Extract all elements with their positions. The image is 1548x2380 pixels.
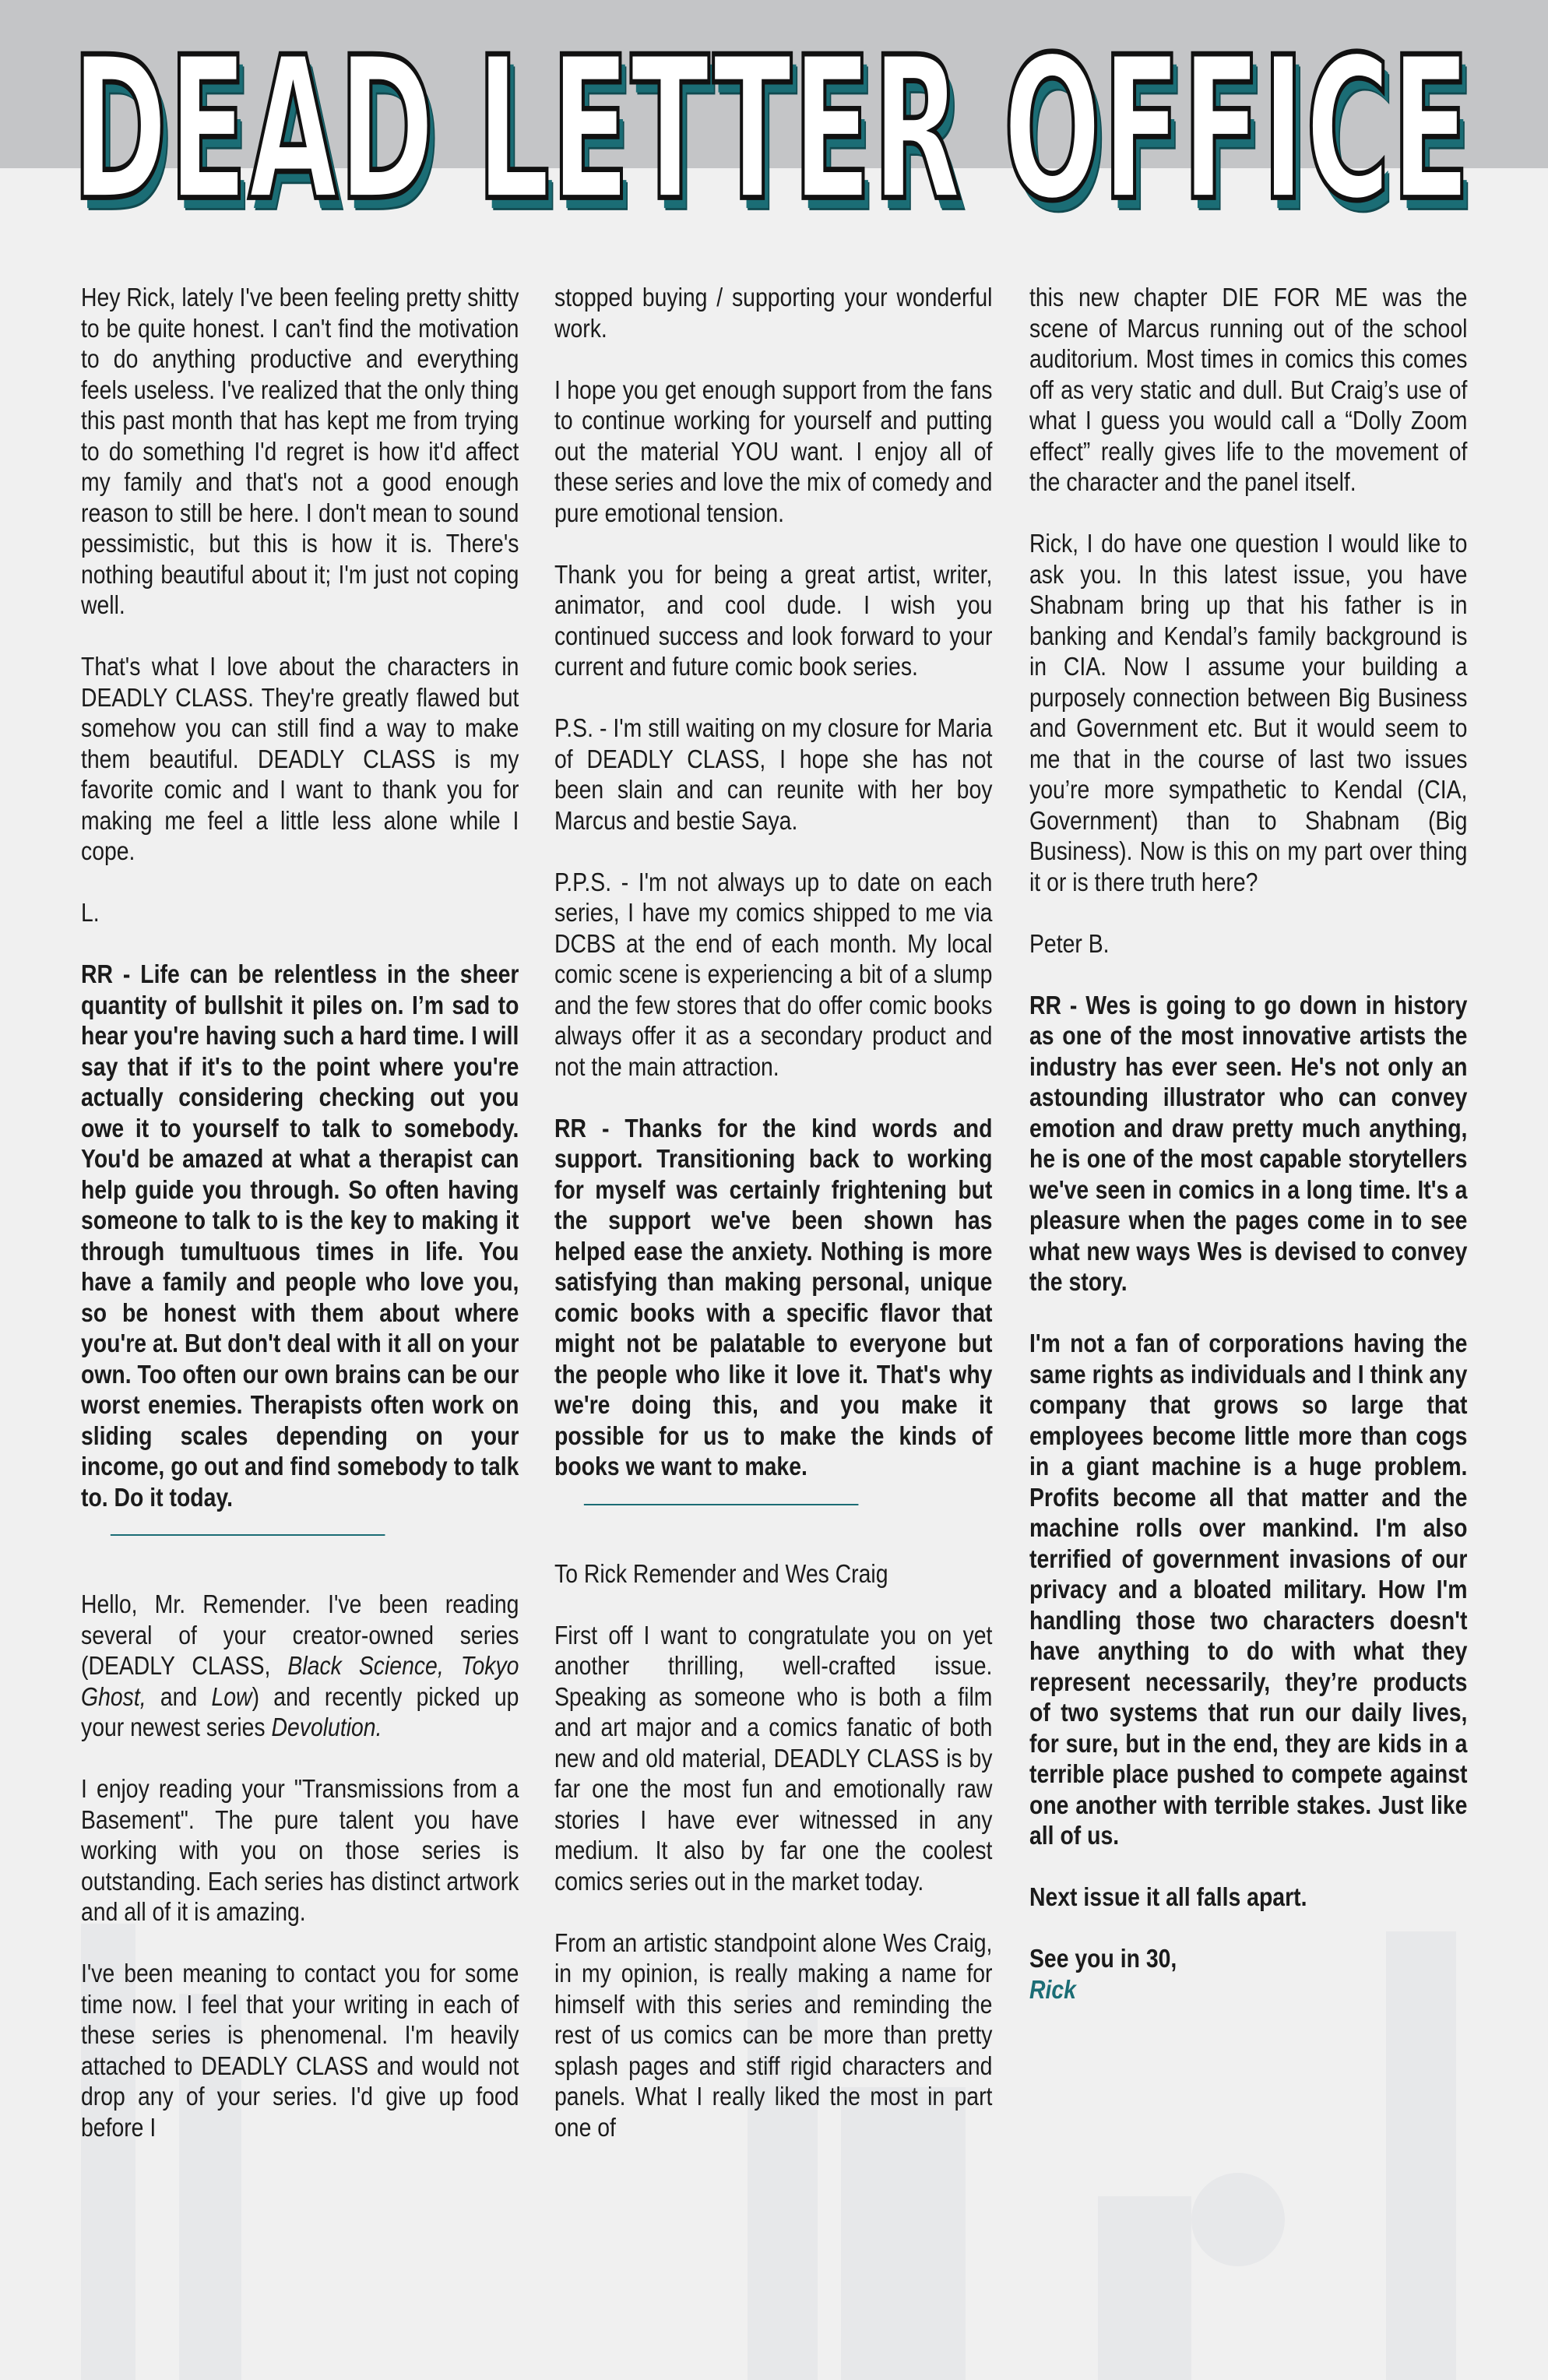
reply-paragraph: RR - Thanks for the kind words and support. Transitioning back to working for myself was certainly frightening but the support we've been shown has helped ease the anxiety. Nothing is more satisfying than making personal, unique comic books with a specific flavor that might not be palatable to everyone but the people who like it love it. That's why we're doing this, and you make it possible for us to make the kinds of books we want to make. bbox=[554, 1113, 993, 1480]
closing-line: Next issue it all falls apart. bbox=[1029, 1882, 1307, 1911]
signature-rick: Rick bbox=[1029, 1974, 1076, 2004]
letter-signature: L. bbox=[81, 898, 100, 927]
letter-paragraph: That's what I love about the characters in DEADLY CLASS. They're greatly flawed but somehow you can still find a way to make them beautiful. DEADLY CLASS is my favorite comic and I want to thank you for making me feel a little less alone while I cope. bbox=[81, 652, 519, 865]
letter-paragraph: Hello, Mr. Remender. I've been reading several of your creator-owned series (DEADLY CLASS, Black Science, Tokyo Ghost, and Low) and recently picked up your newest series Devolution. bbox=[81, 1590, 519, 1741]
letter-paragraph: Rick, I do have one question I would like to ask you. In this latest issue, you have Shabnam bring up that his father is in banking and Kendal’s family background is in CIA. Now I assume your building a purposely connection between Big Business and Government etc. But it would seem to me that in the course of last two issues you’re more sympathetic to Kendal (CIA, Government) than to Shabnam (Big Business). Now is this on my part over thing it or is there truth here? bbox=[1029, 529, 1468, 896]
letter-paragraph: I've been meaning to contact you for some time now. I feel that your writing in each of these series is phenomenal. I'm heavily attached to DEADLY CLASS and would not drop any of your series. I'd give up food before I bbox=[81, 1959, 519, 2142]
letter-postscript: P.P.S. - I'm not always up to date on each series, I have my comics shipped to me via DCBS at the end of each month. My local comic scene is experiencing a bit of a slump and the few stores that do offer comic books always offer it as a secondary product and not the main attraction. bbox=[554, 867, 993, 1081]
letter-paragraph: First off I want to congratulate you on yet another thrilling, well-crafted issue. Speaking as someone who is both a film and art major and a comics fanatic of both new and old material, DEADLY CLASS is by far one the most fun and emotionally raw stories I have ever witnessed in any medium. It also by far one the coolest comics series out in the market today. bbox=[554, 1620, 993, 1896]
letter-postscript: P.S. - I'm still waiting on my closure for Maria of DEADLY CLASS, I hope she has not been slain and can reunite with her boy Marcus and bestie Saya. bbox=[554, 713, 993, 835]
sign-off bbox=[1029, 1943, 1467, 2005]
column-2 bbox=[554, 282, 992, 2142]
letter-paragraph: I enjoy reading your "Transmissions from a Basement". The pure talent you have working with you on those series is outstanding. Each series has distinct artwork and all of it is amazing. bbox=[81, 1774, 519, 1926]
column-3 bbox=[1029, 282, 1467, 2005]
letter-paragraph: Hey Rick, lately I've been feeling pretty shitty to be quite honest. I can't find the motivation to do anything productive and everything feels useless. I've realized that the only thing this past month that has kept me from trying to do something I'd regret is how it'd affect my family and that's not a good enough reason to still be here. I don't mean to sound pessimistic, but this is how it is. There's nothing beautiful about it; I'm just not coping well. bbox=[81, 283, 519, 619]
column-1 bbox=[81, 282, 519, 2142]
letter-paragraph: stopped buying / supporting your wonderful work. bbox=[554, 283, 993, 343]
letter-signature: Peter B. bbox=[1029, 928, 1110, 958]
section-divider bbox=[111, 1534, 385, 1536]
letter-paragraph: From an artistic standpoint alone Wes Craig, in my opinion, is really making a name for himself with this series and reminding the rest of us comics can be more than pretty splash pages and stiff rigid characters and panels. What I really liked the most in part one of bbox=[554, 1928, 993, 2142]
letter-paragraph: Thank you for being a great artist, writer, animator, and cool dude. I wish you continued success and look forward to your current and future comic book series. bbox=[554, 559, 993, 681]
background-shape bbox=[1098, 2196, 1191, 2380]
letter-greeting: To Rick Remender and Wes Craig bbox=[554, 1558, 888, 1588]
sign-off-text: See you in 30, bbox=[1029, 1944, 1177, 1973]
letter-paragraph: I hope you get enough support from the fans to continue working for yourself and putting out the material YOU want. I enjoy all of these series and love the mix of comedy and pure emotional tension. bbox=[554, 375, 993, 527]
reply-paragraph: RR - Wes is going to go down in history as one of the most innovative artists the industry has ever seen. He's not only an astounding illustrator who can convey emotion and draw pretty much anything, he is one of the most capable storytellers we've seen in comics in a long time. It's a pleasure when the pages come in to see what new ways Wes is devised to convey the story. bbox=[1029, 990, 1468, 1296]
reply-paragraph: RR - Life can be relentless in the sheer quantity of bullshit it piles on. I’m sad to hear you're having such a hard time. I will say that if it's to the point where you're actually considering checking out you owe it to yourself to talk to somebody. You'd be amazed at what a therapist can help guide you through. So often having someone to talk to is the key to making it through tumultuous times in life. You have a family and people who love you, so be honest with them about where you're at. But don't deal with it all on your own. Too often our own brains can be our worst enemies. Therapists often work on sliding scales depending on your income, go out and find somebody to talk to. Do it today. bbox=[81, 959, 519, 1512]
letter-paragraph: this new chapter DIE FOR ME was the scene of Marcus running out of the school auditorium. Most times in comics this comes off as very static and dull. But Craig’s use of what I guess you would call a “Dolly Zoom effect” really gives life to the movement of the character and the panel itself. bbox=[1029, 283, 1468, 496]
reply-paragraph: I'm not a fan of corporations having the same rights as individuals and I think any company that grows so large that employees become little more than cogs in a giant machine is a huge problem. Profits become all that matter and the machine rolls over mankind. I'm also terrified of government invasions of our privacy and a bloated military. How I'm handling those two characters doesn't have anything to do with what they represent necessarily, they’re products of two systems that run our daily lives, for sure, but in the end, they are kids in a terrible place pushed to compete against one another with terrible stakes. Just like all of us. bbox=[1029, 1329, 1468, 1850]
background-circle bbox=[1191, 2173, 1285, 2266]
section-divider bbox=[584, 1504, 859, 1505]
page-title: DEAD LETTER OFFICE bbox=[72, 14, 1471, 245]
